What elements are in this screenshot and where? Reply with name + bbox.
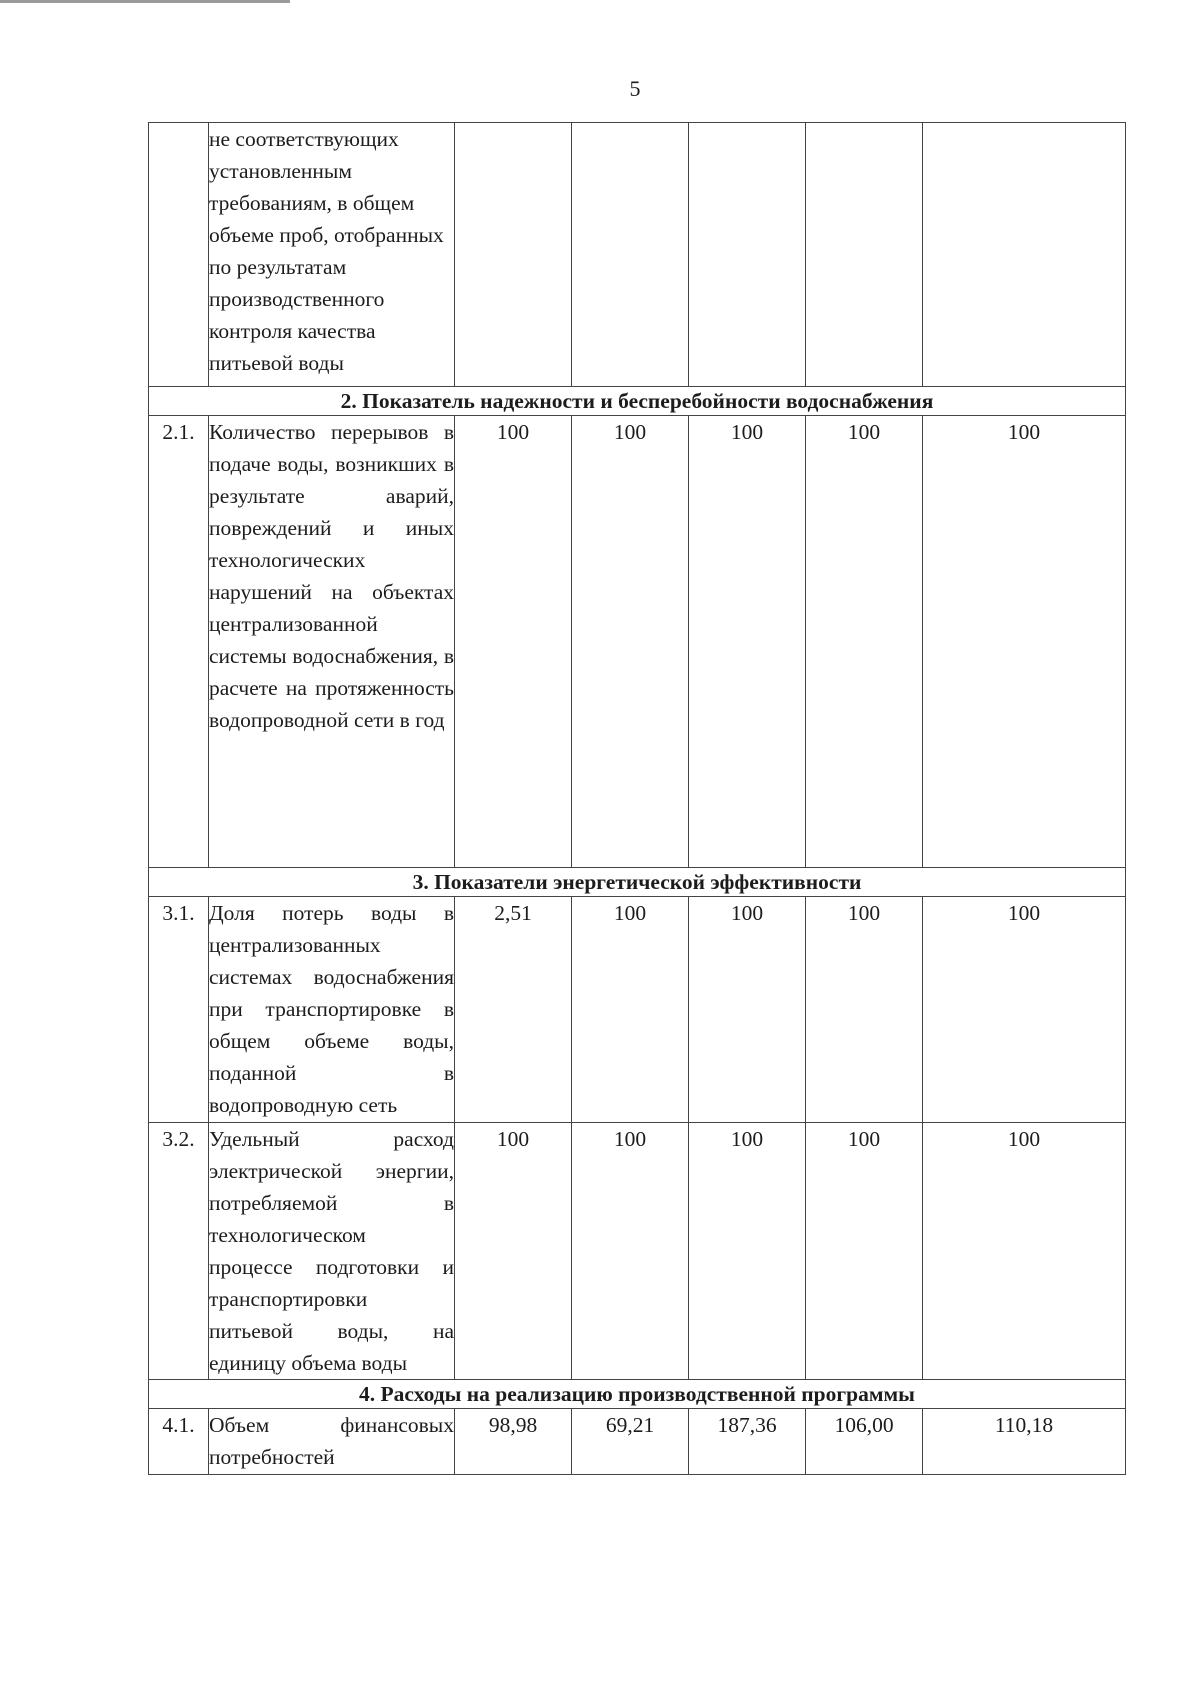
section-header-row <box>149 387 1126 416</box>
value-cell: 110,18 <box>923 1409 1126 1475</box>
table-row <box>149 123 1126 387</box>
section-title: 4. Расходы на реализацию производственной программы <box>149 1380 1126 1409</box>
value-cell: 2,51 <box>455 897 572 1123</box>
value-cell: 100 <box>572 1123 689 1380</box>
row-number: 3.2. <box>149 1123 209 1380</box>
page-number: 5 <box>629 76 641 101</box>
value-cell: 100 <box>923 416 1126 868</box>
value-cell <box>806 123 923 387</box>
indicator-name: Объем финансовых потребностей <box>209 1409 455 1475</box>
value-cell: 100 <box>455 1123 572 1380</box>
value-cell: 100 <box>689 416 806 868</box>
indicator-name: Удельный расход электрической энергии, потребляемой в технологическом процессе подготовки и транспортировки питьевой воды, на единицу объема воды <box>209 1123 455 1380</box>
value-cell: 106,00 <box>806 1409 923 1475</box>
scan-edge-line <box>0 0 290 3</box>
value-cell: 100 <box>806 897 923 1123</box>
row-number: 3.1. <box>149 897 209 1123</box>
value-cell: 187,36 <box>689 1409 806 1475</box>
value-cell: 100 <box>923 897 1126 1123</box>
section-header-row <box>149 1380 1126 1409</box>
table-row <box>149 1123 1126 1380</box>
row-number <box>149 123 209 387</box>
value-cell: 100 <box>923 1123 1126 1380</box>
row-number: 2.1. <box>149 416 209 868</box>
value-cell: 98,98 <box>455 1409 572 1475</box>
value-cell: 100 <box>572 897 689 1123</box>
row-number: 4.1. <box>149 1409 209 1475</box>
value-cell: 100 <box>455 416 572 868</box>
value-cell: 69,21 <box>572 1409 689 1475</box>
value-cell <box>572 123 689 387</box>
section-title: 3. Показатели энергетической эффективности <box>149 868 1126 897</box>
value-cell <box>923 123 1126 387</box>
value-cell <box>455 123 572 387</box>
indicators-table <box>148 122 1126 1475</box>
value-cell: 100 <box>689 897 806 1123</box>
value-cell: 100 <box>806 1123 923 1380</box>
table-row <box>149 897 1126 1123</box>
value-cell: 100 <box>572 416 689 868</box>
section-title: 2. Показатель надежности и бесперебойности водоснабжения <box>149 387 1126 416</box>
value-cell <box>689 123 806 387</box>
section-header-row <box>149 868 1126 897</box>
table-row <box>149 416 1126 868</box>
value-cell: 100 <box>806 416 923 868</box>
value-cell: 100 <box>689 1123 806 1380</box>
indicator-name: Количество перерывов в подаче воды, возникших в результате аварий, повреждений и иных технологических нарушений на объектах централизованной системы водоснабжения, в расчете на протяженность водопроводной сети в год <box>209 416 455 868</box>
indicator-name: не соответствующих установленным требованиям, в общем объеме проб, отобранных по результатам производственного контроля качества питьевой воды <box>209 123 455 387</box>
table-row <box>149 1409 1126 1475</box>
indicator-name: Доля потерь воды в централизованных системах водоснабжения при транспортировке в общем объеме воды, поданной в водопроводную сеть <box>209 897 455 1123</box>
